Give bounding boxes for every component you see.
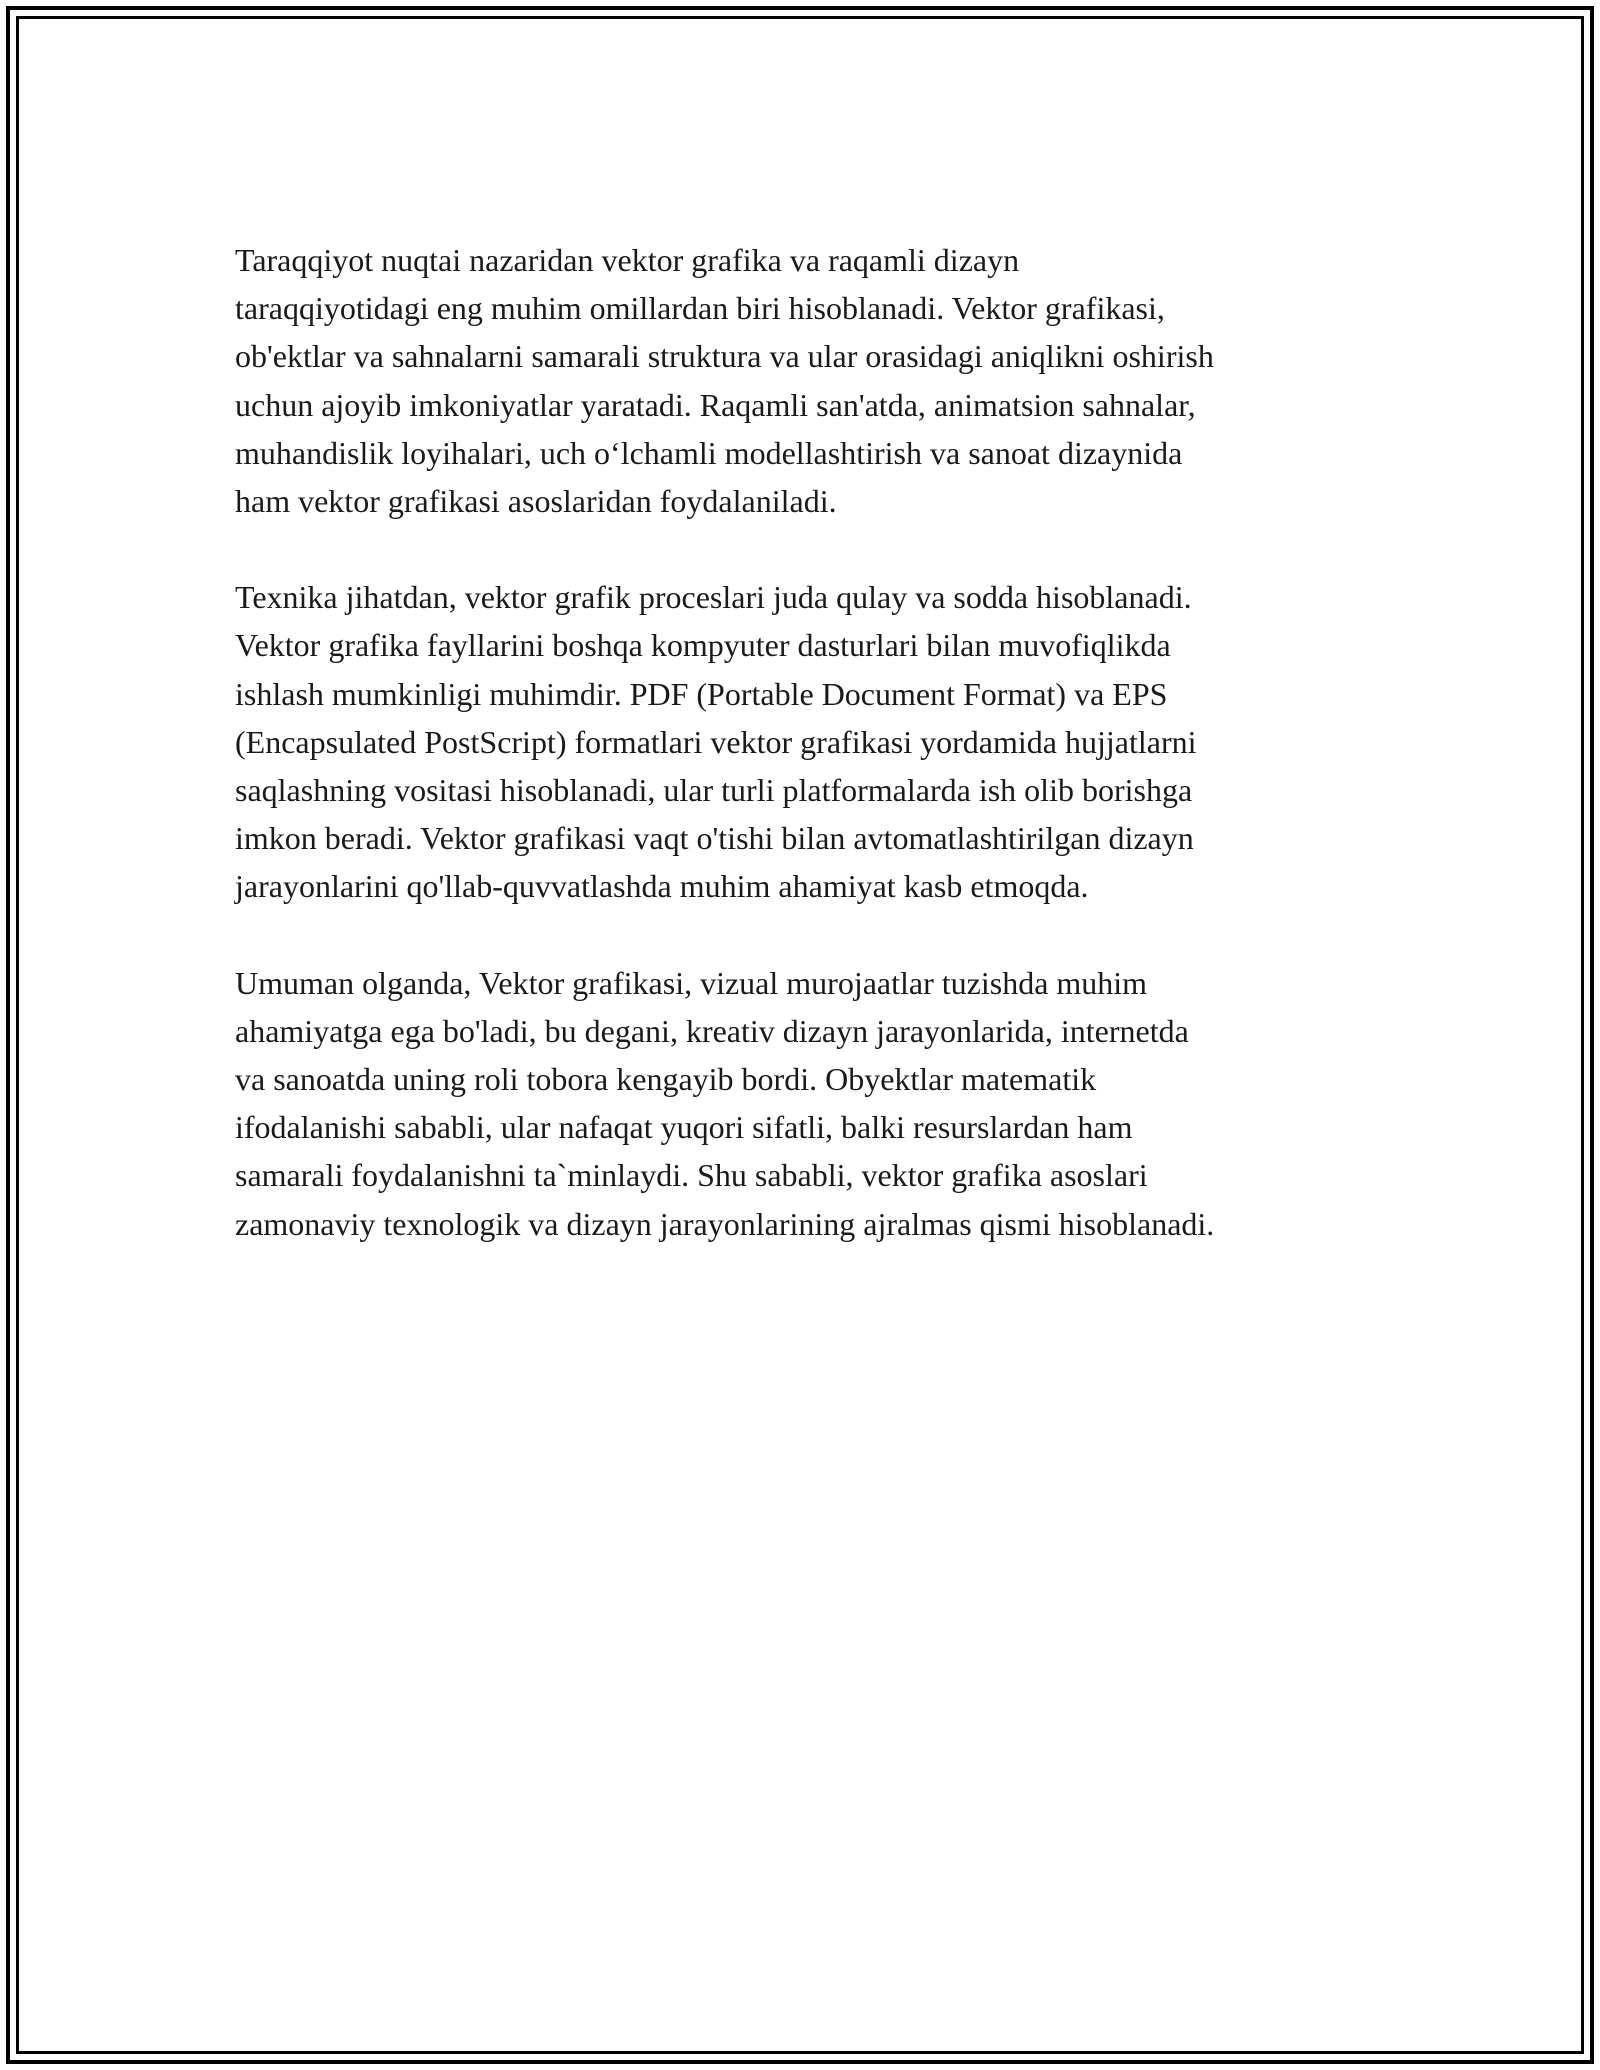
text-line: va sanoatda uning roli tobora kengayib bordi. Obyektlar matematik	[235, 1061, 1097, 1098]
document-body	[235, 236, 1375, 1296]
text-line: ham vektor grafikasi asoslaridan foydalaniladi.	[235, 483, 837, 520]
paragraph-2	[235, 573, 1375, 910]
text-line: Vektor grafika fayllarini boshqa kompyuter dasturlari bilan muvofiqlikda	[235, 627, 1171, 664]
text-line: ifodalanishi sababli, ular nafaqat yuqori sifatli, balki resurslardan ham	[235, 1109, 1133, 1146]
paragraph-1	[235, 236, 1375, 525]
text-line: ishlash mumkinligi muhimdir. PDF (Portable Document Format) va EPS	[235, 675, 1168, 712]
paragraph-3	[235, 959, 1375, 1248]
text-line: taraqqiyotidagi eng muhim omillardan biri hisoblanadi. Vektor grafikasi,	[235, 290, 1165, 327]
text-line: (Encapsulated PostScript) formatlari vektor grafikasi yordamida hujjatlarni	[235, 723, 1197, 760]
text-line: ahamiyatga ega bo'ladi, bu degani, kreativ dizayn jarayonlarida, internetda	[235, 1012, 1189, 1049]
text-line: ob'ektlar va sahnalarni samarali struktura va ular orasidagi aniqlikni oshirish	[235, 338, 1214, 375]
text-line: muhandislik loyihalari, uch o‘lchamli modellashtirish va sanoat dizaynida	[235, 434, 1183, 471]
text-line: jarayonlarini qo'llab-quvvatlashda muhim ahamiyat kasb etmoqda.	[235, 868, 1089, 905]
text-line: Texnika jihatdan, vektor grafik proceslari juda qulay va sodda hisoblanadi.	[235, 579, 1192, 616]
text-line: saqlashning vositasi hisoblanadi, ular turli platformalarda ish olib borishga	[235, 772, 1193, 809]
text-line: uchun ajoyib imkoniyatlar yaratadi. Raqamli san'atda, animatsion sahnalar,	[235, 386, 1196, 423]
text-line: samarali foydalanishni ta`minlaydi. Shu sababli, vektor grafika asoslari	[235, 1157, 1148, 1194]
text-line: imkon beradi. Vektor grafikasi vaqt o'tishi bilan avtomatlashtirilgan dizayn	[235, 820, 1194, 857]
text-line: Taraqqiyot nuqtai nazaridan vektor grafika va raqamli dizayn	[235, 242, 1020, 278]
text-line: Umuman olganda, Vektor grafikasi, vizual murojaatlar tuzishda muhim	[235, 964, 1148, 1001]
text-line: zamonaviy texnologik va dizayn jarayonlarining ajralmas qismi hisoblanadi.	[235, 1205, 1215, 1242]
